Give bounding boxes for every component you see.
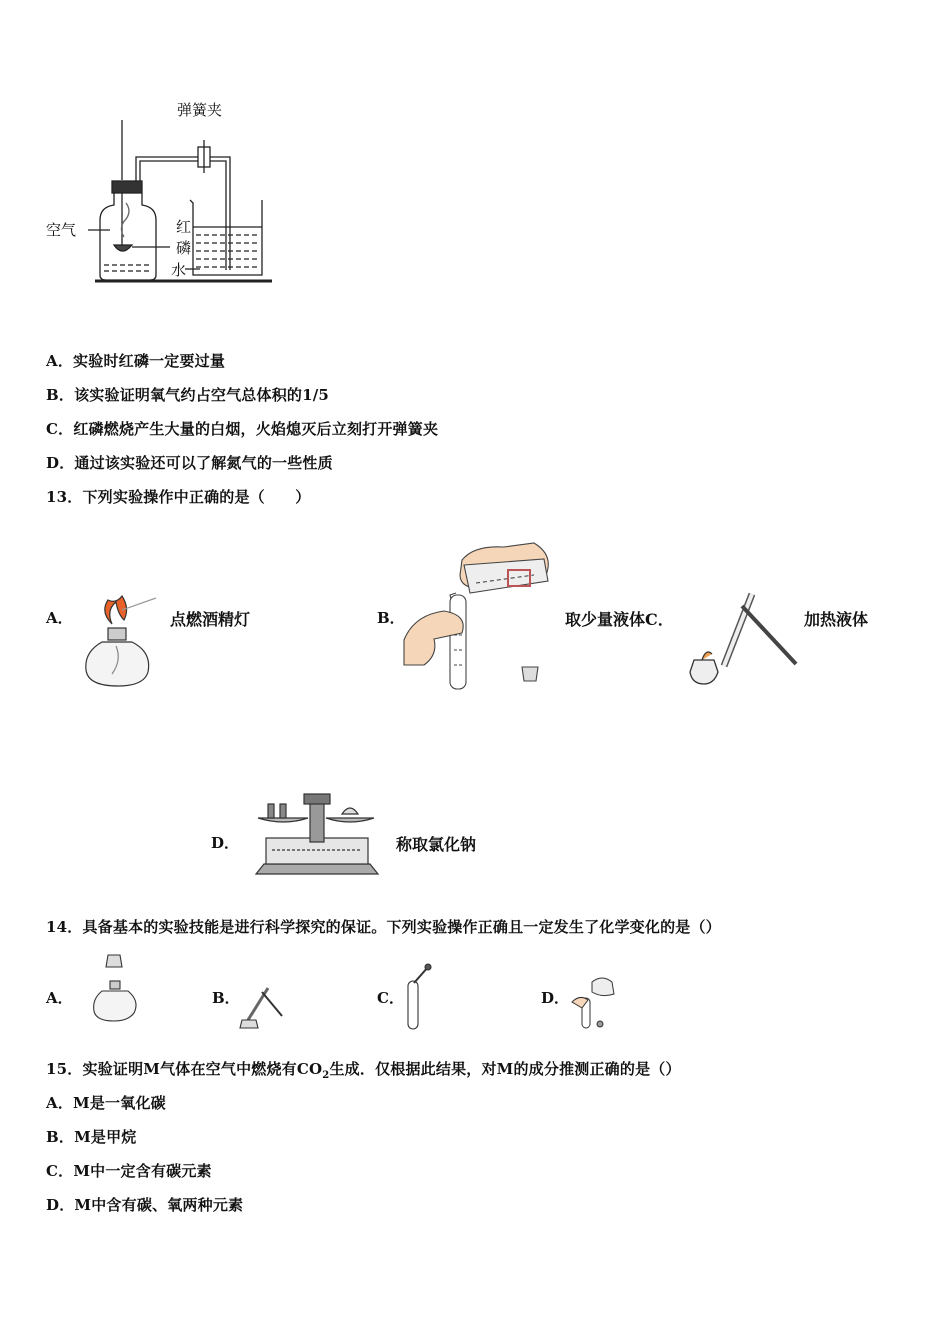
q15-option-c: C．M中一定含有碳元素 xyxy=(46,1162,212,1180)
q13-a-caption: 点燃酒精灯 xyxy=(170,610,251,629)
take-liquid-image xyxy=(404,515,564,690)
air-label: 空气 xyxy=(46,221,77,239)
q12-option-a: A．实验时红磷一定要过量 xyxy=(46,352,226,370)
q14-d-letter: D． xyxy=(541,989,570,1007)
red-label-1: 红 xyxy=(176,218,192,236)
q15-option-d: D．M中含有碳、氧两种元素 xyxy=(46,1196,244,1214)
q14-stem: 14．具备基本的实验技能是进行科学探究的保证。下列实验操作正确且一定发生了化学变化的是（） xyxy=(46,918,721,936)
q13-b-letter: B． xyxy=(377,609,405,627)
q12-option-b: B．该实验证明氧气约占空气总体积的1/5 xyxy=(46,386,330,404)
q14-b-image xyxy=(238,982,288,1032)
alcohol-lamp-lighting-image xyxy=(78,590,168,690)
q14-a-image xyxy=(90,953,140,1023)
q14-a-letter: A． xyxy=(46,989,73,1007)
q13-b-caption: 取少量液体C． xyxy=(565,610,674,629)
q13-d-letter: D． xyxy=(211,834,240,852)
q15-option-a: A．M是一氧化碳 xyxy=(46,1094,166,1112)
spring-clip-label: 弹簧夹 xyxy=(177,101,223,119)
q13-stem: 13．下列实验操作中正确的是（ ） xyxy=(46,488,311,506)
q14-d-image xyxy=(572,972,622,1032)
q14-c-letter: C． xyxy=(377,989,404,1007)
heating-liquid-image xyxy=(684,588,804,688)
q15-stem: 15．实验证明M气体在空气中燃烧有$CO_2$生成．仅根据此结果，对M的成分推测正确的是（） xyxy=(46,1060,681,1081)
q14-c-image xyxy=(400,963,440,1033)
q13-d-caption: 称取氯化钠 xyxy=(396,835,477,854)
q15-option-b: B．M是甲烷 xyxy=(46,1128,137,1146)
q14-b-letter: B． xyxy=(212,989,240,1007)
balance-image xyxy=(246,792,386,882)
q13-c-caption: 加热液体 xyxy=(804,610,869,629)
water-label: 水 xyxy=(171,261,187,279)
red-label-2: 磷 xyxy=(176,239,192,257)
q13-a-letter: A． xyxy=(46,609,73,627)
q12-option-d: D．通过该实验还可以了解氮气的一些性质 xyxy=(46,454,333,472)
q12-option-c: C．红磷燃烧产生大量的白烟，火焰熄灭后立刻打开弹簧夹 xyxy=(46,420,439,438)
